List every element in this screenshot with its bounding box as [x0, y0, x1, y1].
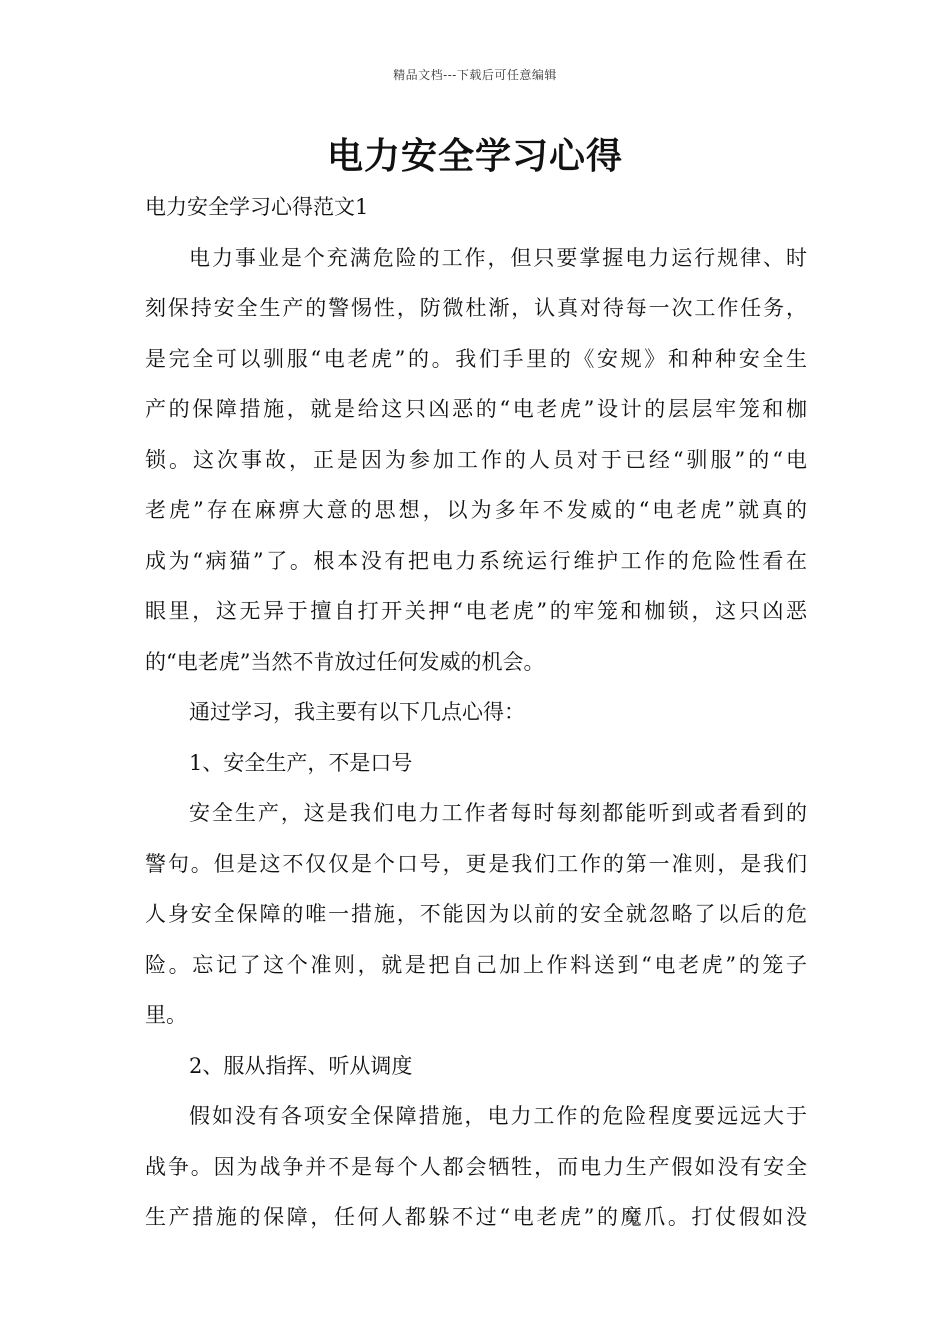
text-line: 电力安全学习心得范文1: [145, 195, 369, 219]
text-line: 1、安全生产，不是口号: [189, 750, 413, 775]
text-line: 战争。因为战争并不是每个人都会牺牲，而电力生产假如没有安全: [145, 1154, 807, 1179]
text-line: 通过学习，我主要有以下几点心得：: [189, 700, 525, 724]
text-line: 成为“病猫”了。根本没有把电力系统运行维护工作的危险性看在: [145, 548, 807, 573]
text-line: 刻保持安全生产的警惕性，防微杜渐，认真对待每一次工作任务，: [145, 296, 807, 320]
text-line: 电力事业是个充满危险的工作，但只要掌握电力运行规律、时: [189, 245, 807, 270]
header-note: 精品文档---下载后可任意编辑: [393, 68, 557, 82]
text-line: 产的保障措施，就是给这只凶恶的“电老虎”设计的层层牢笼和枷: [145, 397, 807, 421]
document-title: 电力安全学习心得: [326, 135, 623, 177]
text-line: 是完全可以驯服“电老虎”的。我们手里的《安规》和种种安全生: [145, 346, 807, 371]
text-line: 的“电老虎”当然不肯放过任何发威的机会。: [145, 649, 545, 674]
text-line: 安全生产，这是我们电力工作者每时每刻都能听到或者看到的: [189, 801, 807, 825]
text-line: 锁。这次事故，正是因为参加工作的人员对于已经“驯服”的“电: [145, 447, 807, 472]
text-line: 眼里，这无异于擅自打开关押“电老虎”的牢笼和枷锁，这只凶恶: [145, 599, 807, 623]
text-line: 2、服从指挥、听从调度: [189, 1053, 413, 1078]
document-body: [145, 182, 807, 1243]
text-line: 老虎”存在麻痹大意的思想，以为多年不发威的“电老虎”就真的: [145, 498, 807, 522]
text-line: 警句。但是这不仅仅是个口号，更是我们工作的第一准则，是我们: [145, 851, 807, 876]
text-line: 里。: [145, 1003, 187, 1027]
text-line: 人身安全保障的唯一措施，不能因为以前的安全就忽略了以后的危: [145, 902, 807, 926]
text-line: 生产措施的保障，任何人都躲不过“电老虎”的魔爪。打仗假如没: [145, 1205, 807, 1229]
text-line: 险。忘记了这个准则，就是把自己加上作料送到“电老虎”的笼子: [145, 952, 807, 977]
text-line: 假如没有各项安全保障措施，电力工作的危险程度要远远大于: [189, 1104, 807, 1128]
